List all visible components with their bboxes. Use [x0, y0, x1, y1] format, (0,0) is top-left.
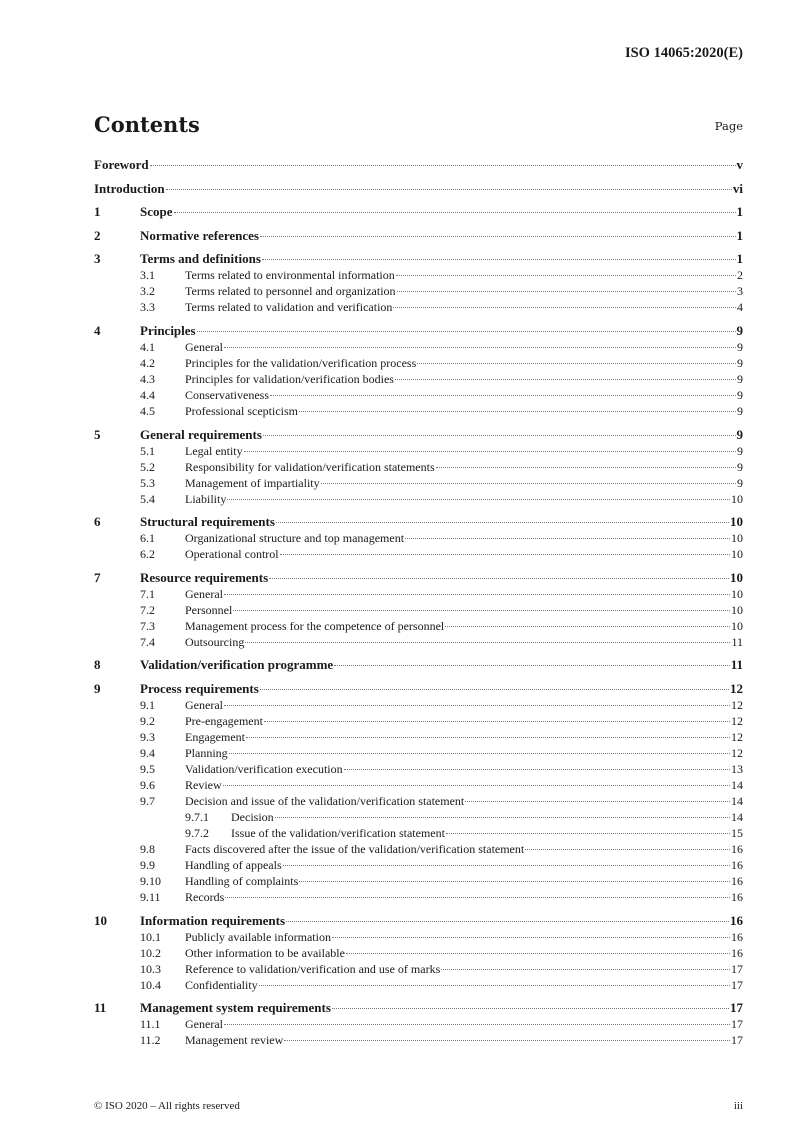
toc-entry-number: 10	[94, 912, 107, 928]
toc-entry-page: v	[736, 157, 743, 172]
toc-entry[interactable]	[94, 387, 743, 403]
dot-leader	[197, 331, 736, 332]
toc-entry-number: 9.8	[140, 841, 155, 856]
toc-entry-title: Foreword	[94, 157, 149, 172]
toc-entry-page: 9	[736, 426, 743, 442]
toc-entry-title: Terms related to personnel and organization	[185, 284, 396, 299]
dot-leader	[224, 705, 730, 706]
toc-entry[interactable]	[94, 913, 743, 929]
toc-entry-page: 9	[737, 443, 743, 458]
toc-entry-number: 2	[94, 227, 101, 243]
toc-entry-page: 17	[731, 977, 743, 992]
toc-entry[interactable]	[94, 929, 743, 945]
toc-entry-title: Confidentiality	[185, 977, 258, 992]
toc-entry-page: 12	[731, 745, 743, 760]
toc-entry-page: 12	[731, 697, 743, 712]
dot-leader	[269, 578, 729, 579]
toc-entry-page: 12	[731, 729, 743, 744]
page-title: Contents	[94, 112, 200, 137]
toc-entry-number: 9.7.1	[185, 809, 209, 824]
toc-entry-title: Review	[185, 777, 222, 792]
toc-entry-number: 11.1	[140, 1017, 161, 1032]
toc-entry-number: 11.2	[140, 1033, 161, 1048]
toc-entry[interactable]	[94, 857, 743, 873]
toc-entry-number: 9.9	[140, 857, 155, 872]
toc-entry-page: 14	[731, 793, 743, 808]
toc-entry[interactable]	[94, 283, 743, 299]
toc-entry-number: 9.10	[140, 873, 161, 888]
toc-entry[interactable]	[94, 267, 743, 283]
dot-leader	[223, 785, 730, 786]
toc-entry-title: General	[185, 1017, 223, 1032]
toc-entry-page: 4	[737, 300, 743, 315]
toc-entry[interactable]	[94, 251, 743, 267]
toc-entry-number: 4.3	[140, 371, 155, 386]
toc-entry-title: Liability	[185, 491, 227, 506]
toc-entry[interactable]	[94, 514, 743, 530]
toc-entry[interactable]	[94, 339, 743, 355]
toc-entry-title: Management process for the competence of personnel	[185, 618, 445, 633]
dot-leader	[174, 212, 736, 213]
dot-leader	[246, 737, 730, 738]
toc-entry-page: 3	[737, 284, 743, 299]
dot-leader	[270, 395, 736, 396]
toc-entry-page: 17	[731, 1033, 743, 1048]
toc-entry-title: Principles for validation/verification bodies	[185, 371, 394, 386]
dot-leader	[166, 189, 732, 190]
toc-entry-page: 16	[731, 889, 743, 904]
toc-entry-number: 10.2	[140, 945, 161, 960]
toc-entry[interactable]	[94, 1000, 743, 1016]
toc-entry-page: 10	[730, 514, 743, 530]
toc-entry-title: Engagement	[185, 729, 245, 744]
toc-entry-number: 6.1	[140, 531, 155, 546]
toc-entry-title: Planning	[185, 745, 228, 760]
toc-entry-title: Normative references	[140, 227, 259, 243]
toc-entry-page: 13	[731, 761, 743, 776]
toc-entry-page: 9	[737, 355, 743, 370]
toc-entry-number: 9.1	[140, 697, 155, 712]
toc-entry-title: Outsourcing	[185, 634, 245, 649]
toc-entry[interactable]	[94, 713, 743, 729]
dot-leader	[233, 610, 730, 611]
dot-leader	[321, 483, 736, 484]
toc-entry[interactable]	[94, 634, 743, 650]
toc-entry-page: 10	[731, 547, 743, 562]
toc-entry-number: 7.1	[140, 586, 155, 601]
toc-entry[interactable]	[94, 961, 743, 977]
toc-entry-number: 3.1	[140, 268, 155, 283]
toc-entry[interactable]	[94, 618, 743, 634]
toc-entry-title: Process requirements	[140, 680, 259, 696]
toc-entry-title: Responsibility for validation/verification statements	[185, 459, 435, 474]
dot-leader	[225, 897, 730, 898]
toc-entry[interactable]	[94, 841, 743, 857]
toc-entry-title: Decision	[231, 809, 274, 824]
toc-entry-page: 9	[737, 475, 743, 490]
toc-entry-page: 10	[731, 531, 743, 546]
toc-entry-number: 9.2	[140, 713, 155, 728]
toc-entry-number: 4.2	[140, 355, 155, 370]
page-number: iii	[733, 1100, 743, 1112]
toc-entry[interactable]	[94, 945, 743, 961]
dot-leader	[393, 307, 736, 308]
page-column-label: Page	[714, 119, 743, 133]
toc-entry[interactable]	[94, 657, 743, 673]
toc-entry-title: Pre-engagement	[185, 713, 263, 728]
toc-entry-number: 4.4	[140, 387, 155, 402]
toc-entry-title: General	[185, 697, 223, 712]
dot-leader	[150, 165, 736, 166]
toc-entry[interactable]	[94, 1016, 743, 1032]
toc-entry[interactable]	[94, 697, 743, 713]
toc-entry-page: 9	[737, 339, 743, 354]
dot-leader	[332, 1008, 729, 1009]
toc-entry-page: 17	[731, 1017, 743, 1032]
toc-entry[interactable]	[94, 371, 743, 387]
toc-entry[interactable]	[94, 873, 743, 889]
toc-entry-page: 9	[737, 371, 743, 386]
toc-entry-title: Professional scepticism	[185, 403, 298, 418]
toc-entry-page: 11	[730, 657, 743, 673]
toc-entry-title: General	[185, 586, 223, 601]
toc-entry-number: 9.6	[140, 777, 155, 792]
toc-entry[interactable]	[94, 793, 743, 809]
toc-entry-number: 6	[94, 514, 101, 530]
toc-entry[interactable]	[94, 729, 743, 745]
dot-leader	[262, 259, 736, 260]
toc-entry-number: 9.7.2	[185, 825, 209, 840]
dot-leader	[224, 347, 736, 348]
toc-entry-page: 17	[731, 961, 743, 976]
toc-entry[interactable]	[94, 355, 743, 371]
dot-leader	[332, 937, 730, 938]
toc-entry-title: Management system requirements	[140, 1000, 331, 1016]
toc-entry-title: Operational control	[185, 547, 279, 562]
toc-entry-page: 10	[731, 586, 743, 601]
toc-entry-number: 5.4	[140, 491, 155, 506]
toc-entry-page: 9	[737, 459, 743, 474]
dot-leader	[344, 769, 730, 770]
toc-entry-number: 7.4	[140, 634, 155, 649]
toc-entry[interactable]	[94, 443, 743, 459]
toc-entry[interactable]	[94, 204, 743, 220]
toc-entry-page: 14	[731, 809, 743, 824]
toc-entry[interactable]	[94, 586, 743, 602]
toc-entry-title: Terms and definitions	[140, 251, 261, 267]
toc-entry-number: 9.3	[140, 729, 155, 744]
dot-leader	[299, 411, 736, 412]
toc-entry-title: General requirements	[140, 426, 262, 442]
dot-leader	[244, 451, 736, 452]
toc-entry-title: Handling of complaints	[185, 873, 299, 888]
toc-entry-number: 3.3	[140, 300, 155, 315]
toc-entry[interactable]	[94, 761, 743, 777]
toc-entry-page: 11	[731, 634, 743, 649]
dot-leader	[397, 291, 736, 292]
toc-entry-number: 11	[94, 1000, 107, 1016]
dot-leader	[245, 642, 730, 643]
toc-entry-number: 8	[94, 657, 101, 673]
toc-entry-page: 9	[737, 387, 743, 402]
dot-leader	[445, 626, 730, 627]
toc-entry-page: 12	[730, 680, 743, 696]
toc-entry-page: 16	[731, 841, 743, 856]
toc-entry-page: 12	[731, 713, 743, 728]
toc-entry-number: 3	[94, 251, 101, 267]
toc-entry-page: 16	[730, 912, 743, 928]
toc-entry-title: Validation/verification execution	[185, 761, 343, 776]
toc-entry[interactable]	[94, 546, 743, 562]
toc-entry-page: 15	[731, 825, 743, 840]
toc-entry[interactable]	[94, 681, 743, 697]
toc-entry-page: 14	[731, 777, 743, 792]
toc-entry[interactable]	[94, 570, 743, 586]
toc-entry-title: Other information to be available	[185, 945, 345, 960]
toc-entry-number: 4	[94, 322, 101, 338]
dot-leader	[286, 921, 729, 922]
toc-entry-title: Resource requirements	[140, 569, 269, 585]
dot-leader	[446, 833, 730, 834]
toc-entry-title: Management of impartiality	[185, 475, 320, 490]
copyright: © ISO 2020 – All rights reserved	[94, 1100, 240, 1112]
toc-entry-number: 9	[94, 680, 101, 696]
dot-leader	[276, 522, 729, 523]
toc-entry-title: Structural requirements	[140, 514, 275, 530]
toc-entry-title: Personnel	[185, 602, 233, 617]
dot-leader	[346, 953, 730, 954]
toc-entry[interactable]	[94, 323, 743, 339]
toc-entry-number: 6.2	[140, 547, 155, 562]
dot-leader	[396, 275, 736, 276]
toc-entry-title: Reference to validation/verification and use of marks	[185, 961, 441, 976]
toc-entry-page: 16	[731, 857, 743, 872]
toc-entry-number: 9.5	[140, 761, 155, 776]
dot-leader	[224, 594, 730, 595]
toc-entry-number: 7.3	[140, 618, 155, 633]
toc-entry-page: vi	[732, 180, 743, 196]
toc-entry-page: 1	[736, 251, 743, 267]
toc-entry[interactable]	[94, 530, 743, 546]
dot-leader	[227, 499, 730, 500]
toc-entry-number: 4.1	[140, 339, 155, 354]
toc-entry[interactable]	[94, 403, 743, 419]
dot-leader	[334, 665, 730, 666]
toc-entry-number: 5	[94, 426, 101, 442]
toc-entry-title: Introduction	[94, 180, 165, 196]
dot-leader	[395, 379, 736, 380]
dot-leader	[465, 801, 730, 802]
dot-leader	[260, 689, 729, 690]
toc-entry[interactable]	[94, 602, 743, 618]
toc-entry-title: Principles	[140, 322, 196, 338]
toc-entry[interactable]	[94, 889, 743, 905]
dot-leader	[417, 363, 736, 364]
toc-entry-number: 9.11	[140, 889, 161, 904]
toc-entry-title: Facts discovered after the issue of the validation/verification statement	[185, 841, 525, 856]
dot-leader	[263, 435, 736, 436]
toc-entry-number: 3.2	[140, 284, 155, 299]
toc-entry-title: Validation/verification programme	[140, 657, 334, 673]
toc-entry-page: 16	[731, 929, 743, 944]
dot-leader	[259, 985, 730, 986]
document-id: ISO 14065:2020(E)	[624, 45, 743, 61]
toc-entry-number: 10.1	[140, 929, 161, 944]
toc-entry-title: Terms related to validation and verification	[185, 300, 393, 315]
toc-entry-title: Publicly available information	[185, 929, 331, 944]
toc-entry-page: 16	[731, 873, 743, 888]
toc-entry[interactable]	[94, 181, 743, 197]
toc-entry-page: 10	[731, 618, 743, 633]
toc-entry-number: 9.7	[140, 793, 155, 808]
toc-entry-title: Issue of the validation/verification statement	[231, 825, 445, 840]
toc-entry-page: 9	[736, 322, 743, 338]
toc-entry-page: 9	[737, 403, 743, 418]
dot-leader	[283, 865, 730, 866]
toc-entry-title: Conservativeness	[185, 387, 269, 402]
dot-leader	[441, 969, 730, 970]
dot-leader	[260, 236, 736, 237]
toc-entry-number: 5.3	[140, 475, 155, 490]
toc-entry-number: 5.2	[140, 459, 155, 474]
toc-entry[interactable]	[94, 777, 743, 793]
toc-entry-title: Terms related to environmental information	[185, 268, 395, 283]
toc-entry-page: 17	[730, 1000, 743, 1016]
dot-leader	[264, 721, 730, 722]
toc-entry[interactable]	[94, 1032, 743, 1048]
toc-entry[interactable]	[94, 427, 743, 443]
toc-entry[interactable]	[94, 491, 743, 507]
dot-leader	[525, 849, 730, 850]
toc-entry[interactable]	[94, 475, 743, 491]
dot-leader	[280, 554, 730, 555]
toc-entry-number: 4.5	[140, 403, 155, 418]
toc-entry-page: 1	[736, 227, 743, 243]
toc-entry-page: 1	[736, 204, 743, 220]
table-of-contents	[94, 157, 743, 1048]
toc-entry-page: 10	[731, 602, 743, 617]
toc-entry-number: 9.4	[140, 745, 155, 760]
toc-entry-page: 10	[730, 569, 743, 585]
toc-entry-number: 10.3	[140, 961, 161, 976]
toc-entry-title: Information requirements	[140, 912, 286, 928]
toc-entry-number: 5.1	[140, 443, 155, 458]
toc-entry-title: Handling of appeals	[185, 857, 282, 872]
toc-entry-title: Organizational structure and top management	[185, 531, 405, 546]
toc-entry[interactable]	[94, 745, 743, 761]
toc-entry[interactable]	[94, 809, 743, 825]
toc-entry-title: Records	[185, 889, 225, 904]
toc-entry-title: Legal entity	[185, 443, 243, 458]
dot-leader	[229, 753, 730, 754]
toc-entry-title: Management review	[185, 1033, 284, 1048]
toc-entry-number: 7.2	[140, 602, 155, 617]
toc-entry[interactable]	[94, 977, 743, 993]
dot-leader	[275, 817, 730, 818]
dot-leader	[299, 881, 730, 882]
toc-entry[interactable]	[94, 157, 743, 173]
toc-entry-title: General	[185, 339, 223, 354]
toc-entry-page: 10	[731, 491, 743, 506]
toc-entry[interactable]	[94, 825, 743, 841]
toc-entry-number: 10.4	[140, 977, 161, 992]
toc-entry-title: Principles for the validation/verification process	[185, 355, 417, 370]
toc-entry-title: Decision and issue of the validation/verification statement	[185, 793, 465, 808]
toc-entry[interactable]	[94, 299, 743, 315]
toc-entry-title: Scope	[140, 204, 173, 220]
dot-leader	[284, 1040, 730, 1041]
toc-entry-number: 7	[94, 569, 101, 585]
toc-entry[interactable]	[94, 459, 743, 475]
toc-entry[interactable]	[94, 228, 743, 244]
toc-entry-number: 1	[94, 204, 101, 220]
dot-leader	[436, 467, 736, 468]
dot-leader	[405, 538, 730, 539]
toc-entry-page: 16	[731, 945, 743, 960]
toc-entry-page: 2	[737, 268, 743, 283]
dot-leader	[224, 1024, 730, 1025]
